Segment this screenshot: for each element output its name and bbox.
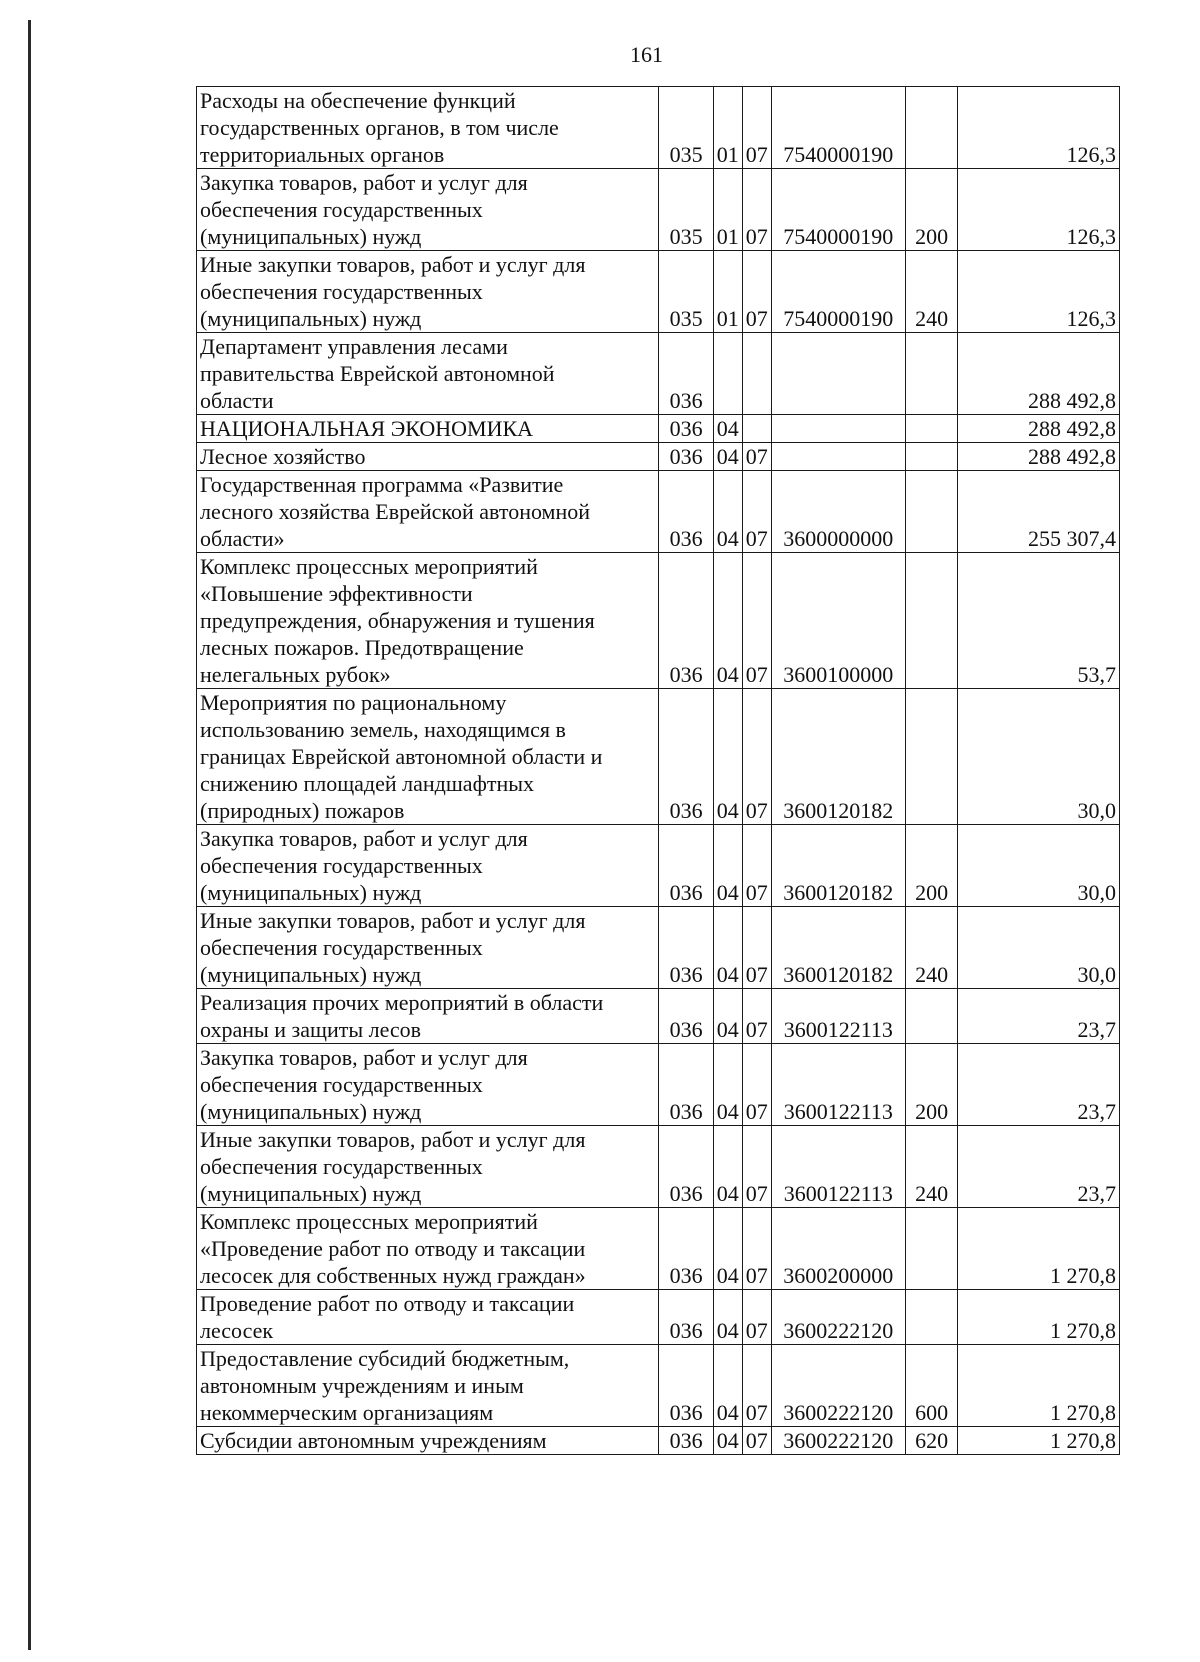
table-row: [197, 907, 1120, 989]
table-row: [197, 415, 1120, 443]
budget-table: [196, 86, 1120, 1455]
target-article-cell: 7540000190: [771, 251, 905, 333]
expense-name-cell: [197, 1044, 659, 1126]
expense-name-cell: [197, 1290, 659, 1345]
section-code-cell: 01: [713, 87, 742, 169]
amount-cell: 1 270,8: [958, 1290, 1120, 1345]
table-row: [197, 251, 1120, 333]
table-row: [197, 1208, 1120, 1290]
subsection-code-cell: [742, 333, 771, 415]
subsection-code-cell: 07: [742, 689, 771, 825]
section-code-cell: 04: [713, 1290, 742, 1345]
expense-name-text: Закупка товаров, работ и услуг для обеспечения государственных (муниципальных) нужд: [200, 170, 528, 249]
subsection-code-cell: 07: [742, 1290, 771, 1345]
amount-cell: 126,3: [958, 87, 1120, 169]
department-code-cell: 036: [659, 989, 713, 1044]
department-code-cell: 036: [659, 1044, 713, 1126]
expense-name-cell: [197, 471, 659, 553]
target-article-cell: 3600122113: [771, 989, 905, 1044]
page-number: 161: [630, 42, 663, 67]
table-row: [197, 1126, 1120, 1208]
section-code-cell: 04: [713, 415, 742, 443]
amount-cell: 30,0: [958, 825, 1120, 907]
department-code-cell: 035: [659, 169, 713, 251]
expense-name-text: Департамент управления лесами правительства Еврейской автономной области: [200, 334, 555, 413]
expense-type-cell: [905, 1290, 957, 1345]
expense-type-cell: [905, 1208, 957, 1290]
expense-name-text: Закупка товаров, работ и услуг для обеспечения государственных (муниципальных) нужд: [200, 826, 528, 905]
expense-name-cell: [197, 689, 659, 825]
amount-cell: 23,7: [958, 1044, 1120, 1126]
department-code-cell: 036: [659, 553, 713, 689]
section-code-cell: 04: [713, 553, 742, 689]
expense-type-cell: [905, 553, 957, 689]
target-article-cell: [771, 415, 905, 443]
expense-name-text: Проведение работ по отводу и таксации лесосек: [200, 1291, 575, 1343]
subsection-code-cell: 07: [742, 471, 771, 553]
target-article-cell: 3600000000: [771, 471, 905, 553]
expense-name-text: Комплекс процессных мероприятий «Проведение работ по отводу и таксации лесосек для собственных нужд граждан»: [200, 1209, 586, 1288]
table-row: [197, 825, 1120, 907]
expense-type-cell: 240: [905, 907, 957, 989]
expense-name-text: Иные закупки товаров, работ и услуг для обеспечения государственных (муниципальных) нужд: [200, 908, 586, 987]
subsection-code-cell: 07: [742, 907, 771, 989]
expense-type-cell: 240: [905, 1126, 957, 1208]
target-article-cell: 3600100000: [771, 553, 905, 689]
budget-table-body: [197, 87, 1120, 1455]
expense-name-cell: [197, 443, 659, 471]
amount-cell: 288 492,8: [958, 415, 1120, 443]
subsection-code-cell: 07: [742, 1044, 771, 1126]
department-code-cell: 036: [659, 1345, 713, 1427]
department-code-cell: 036: [659, 1290, 713, 1345]
department-code-cell: 036: [659, 1126, 713, 1208]
expense-type-cell: [905, 471, 957, 553]
subsection-code-cell: 07: [742, 1208, 771, 1290]
department-code-cell: 036: [659, 1427, 713, 1455]
table-row: [197, 169, 1120, 251]
expense-type-cell: [905, 87, 957, 169]
section-code-cell: [713, 333, 742, 415]
department-code-cell: 036: [659, 443, 713, 471]
expense-type-cell: 200: [905, 1044, 957, 1126]
section-code-cell: 04: [713, 1208, 742, 1290]
expense-type-cell: [905, 443, 957, 471]
expense-name-text: Субсидии автономным учреждениям: [200, 1428, 547, 1453]
subsection-code-cell: 07: [742, 87, 771, 169]
expense-name-text: Предоставление субсидий бюджетным, автономным учреждениям и иным некоммерческим организациям: [200, 1346, 570, 1425]
subsection-code-cell: 07: [742, 251, 771, 333]
department-code-cell: 036: [659, 1208, 713, 1290]
amount-cell: 1 270,8: [958, 1427, 1120, 1455]
amount-cell: 1 270,8: [958, 1208, 1120, 1290]
target-article-cell: 3600122113: [771, 1044, 905, 1126]
section-code-cell: 04: [713, 1427, 742, 1455]
amount-cell: 255 307,4: [958, 471, 1120, 553]
target-article-cell: 3600222120: [771, 1290, 905, 1345]
expense-name-cell: [197, 333, 659, 415]
expense-name-text: Иные закупки товаров, работ и услуг для обеспечения государственных (муниципальных) нужд: [200, 252, 586, 331]
amount-cell: 288 492,8: [958, 443, 1120, 471]
table-row: [197, 1345, 1120, 1427]
table-row: [197, 989, 1120, 1044]
table-row: [197, 553, 1120, 689]
section-code-cell: 04: [713, 989, 742, 1044]
section-code-cell: 01: [713, 169, 742, 251]
department-code-cell: 036: [659, 689, 713, 825]
section-code-cell: 04: [713, 471, 742, 553]
section-code-cell: 04: [713, 907, 742, 989]
expense-name-cell: [197, 87, 659, 169]
department-code-cell: 036: [659, 825, 713, 907]
subsection-code-cell: 07: [742, 1126, 771, 1208]
expense-name-cell: [197, 169, 659, 251]
subsection-code-cell: 07: [742, 989, 771, 1044]
amount-cell: 53,7: [958, 553, 1120, 689]
target-article-cell: [771, 333, 905, 415]
department-code-cell: 036: [659, 907, 713, 989]
target-article-cell: 7540000190: [771, 169, 905, 251]
subsection-code-cell: 07: [742, 169, 771, 251]
expense-name-text: Государственная программа «Развитие лесного хозяйства Еврейской автономной области»: [200, 472, 591, 551]
expense-name-text: Закупка товаров, работ и услуг для обеспечения государственных (муниципальных) нужд: [200, 1045, 528, 1124]
department-code-cell: 036: [659, 471, 713, 553]
section-code-cell: 01: [713, 251, 742, 333]
expense-type-cell: [905, 333, 957, 415]
expense-name-text: Реализация прочих мероприятий в области охраны и защиты лесов: [200, 990, 604, 1042]
subsection-code-cell: 07: [742, 443, 771, 471]
expense-name-cell: [197, 989, 659, 1044]
expense-type-cell: 240: [905, 251, 957, 333]
target-article-cell: 3600222120: [771, 1427, 905, 1455]
expense-type-cell: 600: [905, 1345, 957, 1427]
expense-name-cell: [197, 251, 659, 333]
department-code-cell: 036: [659, 415, 713, 443]
subsection-code-cell: [742, 415, 771, 443]
expense-type-cell: [905, 689, 957, 825]
section-code-cell: 04: [713, 1044, 742, 1126]
table-row: [197, 1290, 1120, 1345]
expense-name-text: НАЦИОНАЛЬНАЯ ЭКОНОМИКА: [200, 416, 534, 441]
expense-name-cell: [197, 1126, 659, 1208]
target-article-cell: 3600122113: [771, 1126, 905, 1208]
section-code-cell: 04: [713, 1126, 742, 1208]
amount-cell: 126,3: [958, 169, 1120, 251]
table-row: [197, 87, 1120, 169]
expense-name-cell: [197, 1345, 659, 1427]
subsection-code-cell: 07: [742, 1345, 771, 1427]
target-article-cell: 3600120182: [771, 907, 905, 989]
table-row: [197, 1044, 1120, 1126]
expense-type-cell: 200: [905, 825, 957, 907]
section-code-cell: 04: [713, 825, 742, 907]
target-article-cell: 3600200000: [771, 1208, 905, 1290]
department-code-cell: 035: [659, 87, 713, 169]
target-article-cell: 3600222120: [771, 1345, 905, 1427]
table-row: [197, 689, 1120, 825]
subsection-code-cell: 07: [742, 825, 771, 907]
expense-name-text: Лесное хозяйство: [200, 444, 366, 469]
expense-type-cell: 200: [905, 169, 957, 251]
expense-name-cell: [197, 1427, 659, 1455]
section-code-cell: 04: [713, 689, 742, 825]
target-article-cell: 7540000190: [771, 87, 905, 169]
subsection-code-cell: 07: [742, 1427, 771, 1455]
expense-name-text: Иные закупки товаров, работ и услуг для обеспечения государственных (муниципальных) нужд: [200, 1127, 586, 1206]
scan-edge-line: [28, 20, 31, 1650]
department-code-cell: 036: [659, 333, 713, 415]
expense-name-cell: [197, 415, 659, 443]
target-article-cell: [771, 443, 905, 471]
expense-type-cell: 620: [905, 1427, 957, 1455]
expense-type-cell: [905, 989, 957, 1044]
amount-cell: 1 270,8: [958, 1345, 1120, 1427]
section-code-cell: 04: [713, 1345, 742, 1427]
table-row: [197, 333, 1120, 415]
amount-cell: 126,3: [958, 251, 1120, 333]
amount-cell: 30,0: [958, 907, 1120, 989]
expense-name-text: Расходы на обеспечение функций государственных органов, в том числе территориальных органов: [200, 88, 559, 167]
expense-name-cell: [197, 825, 659, 907]
table-row: [197, 471, 1120, 553]
target-article-cell: 3600120182: [771, 825, 905, 907]
amount-cell: 30,0: [958, 689, 1120, 825]
expense-type-cell: [905, 415, 957, 443]
department-code-cell: 035: [659, 251, 713, 333]
expense-name-cell: [197, 1208, 659, 1290]
table-row: [197, 443, 1120, 471]
expense-name-text: Комплекс процессных мероприятий «Повышение эффективности предупреждения, обнаружения и тушения лесных пожаров. Предотвращение нелегальных рубок»: [200, 554, 595, 687]
table-row: [197, 1427, 1120, 1455]
amount-cell: 288 492,8: [958, 333, 1120, 415]
section-code-cell: 04: [713, 443, 742, 471]
expense-name-cell: [197, 907, 659, 989]
expense-name-text: Мероприятия по рациональному использованию земель, находящимся в границах Еврейской автономной области и снижению площадей ландшафтных (природных) пожаров: [200, 690, 603, 823]
amount-cell: 23,7: [958, 989, 1120, 1044]
expense-name-cell: [197, 553, 659, 689]
subsection-code-cell: 07: [742, 553, 771, 689]
amount-cell: 23,7: [958, 1126, 1120, 1208]
target-article-cell: 3600120182: [771, 689, 905, 825]
